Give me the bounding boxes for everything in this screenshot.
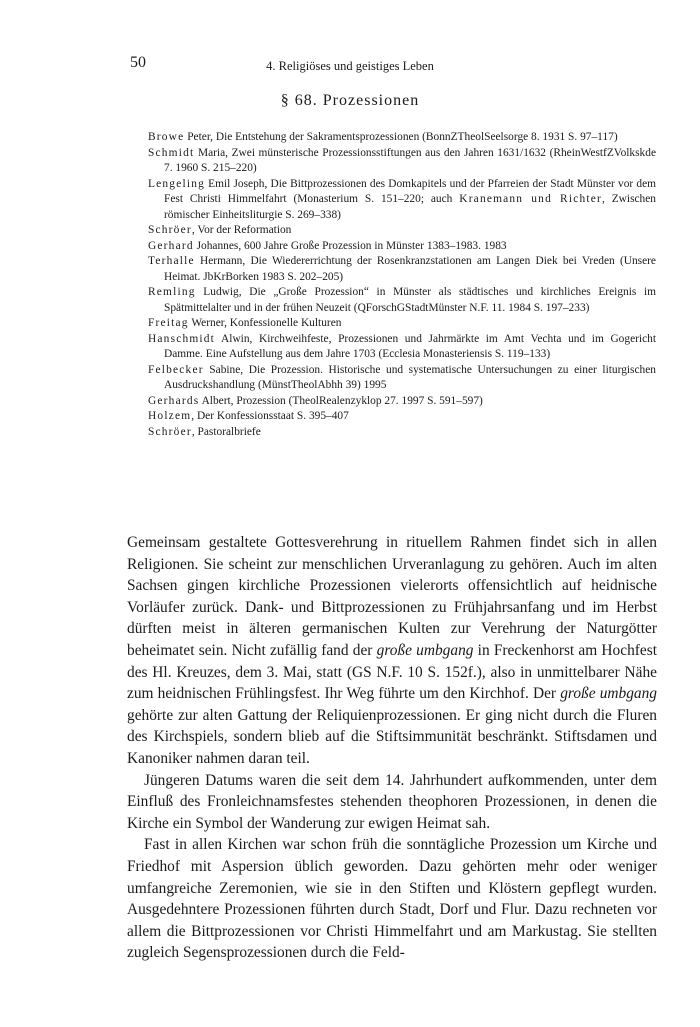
paragraph-text: gehörte zur alten Gattung der Reliquienprozessionen. Er ging nicht durch die Fluren des Kirchspiels, sondern blieb auf die Stiftsimmunität beschränkt. Stiftsdamen und Kanoniker nahmen daran teil.	[127, 706, 657, 767]
bib-author: Browe	[148, 131, 185, 143]
emphasis-term: große umbgang	[560, 685, 657, 703]
bib-text: , Zwischen römischer Einheitsliturgie S. 269–338)	[164, 193, 656, 221]
bib-author: Felbecker	[148, 363, 204, 376]
bib-text: , Vor der Reformation	[191, 224, 292, 236]
bibliography-entry	[148, 285, 656, 316]
bibliography-entry	[148, 146, 656, 177]
bib-text: Emil Joseph, Die Bittprozessionen des Domkapitels und der Pfarreien der Stadt Münster vor dem Fest Christi Himmelfahrt (Monasterium S. 151–220; auch	[164, 177, 656, 205]
bib-text: Peter, Die Entstehung der Sakramentsprozessionen (BonnZTheolSeelsorge 8. 1931 S. 97–117)	[184, 131, 618, 143]
bib-text: Albert, Prozession (TheolRealenzyklop 27. 1997 S. 591–597)	[199, 394, 483, 407]
bib-author: Lengeling	[148, 177, 205, 190]
bibliography-entry	[148, 363, 656, 394]
bibliography-entry	[148, 316, 656, 332]
bib-author: Gerhard	[148, 239, 194, 252]
bib-text: Werner, Konfessionelle Kulturen	[188, 317, 342, 329]
bib-text: Alwin, Kirchweihfeste, Prozessionen und Jahrmärkte im Amt Vechta und im Gogericht Damme. Eine Aufstellung aus dem Jahre 1703 (Ecclesia Monasteriensis S. 119–133)	[164, 332, 656, 360]
bibliography	[148, 130, 656, 440]
body-text	[127, 532, 657, 964]
bib-text: Johannes, 600 Jahre Große Prozession in Münster 1383–1983. 1983	[193, 239, 507, 252]
emphasis-term: große umbgang	[376, 641, 474, 659]
bib-text: Ludwig, Die „Große Prozession“ in Münster als städtisches und kirchliches Ereignis im Spätmittelalter und in der frühen Neuzeit (QForschGStadtMünster N.F. 11. 1984 S. 197–233)	[164, 286, 656, 314]
bibliography-entry	[148, 254, 656, 285]
bib-text: Sabine, Die Prozession. Historische und systematische Untersuchungen zu einer liturgischen Ausdruckshandlung (MünstTheolAbhh 39) 1995	[164, 363, 656, 391]
bibliography-entry	[148, 409, 656, 425]
paragraph	[127, 532, 657, 770]
bib-author: Gerhards	[148, 394, 200, 407]
bibliography-entry	[148, 394, 656, 410]
page-number: 50	[130, 54, 146, 71]
bibliography-entry	[148, 130, 656, 146]
paragraph: Fast in allen Kirchen war schon früh die sonntägliche Prozession um Kirche und Friedhof mit Aspersion üblich geworden. Dazu gehörten mehr oder weniger umfangreiche Zeremonien, wie sie in den Stiften und Klöstern gepflegt wurden. Ausgedehntere Prozessionen führten durch Stadt, Dorf und Flur. Dazu rechneten vor allem die Bittprozessionen vor Christi Himmelfahrt und am Markustag. Sie stellten zugleich Segensprozessionen durch die Feld-	[127, 836, 657, 962]
section-title: § 68. Prozessionen	[280, 92, 420, 109]
bib-author: Kranemann und Richter	[459, 193, 602, 205]
bib-author: Hanschmidt	[148, 332, 216, 345]
bibliography-entry	[148, 425, 656, 441]
bib-author: Freitag	[148, 317, 189, 329]
bib-text: Maria, Zwei münsterische Prozessionsstiftungen aus den Jahren 1631/1632 (RheinWestfZVolkskde 7. 1960 S. 215–220)	[164, 146, 656, 174]
bib-author: Schröer	[148, 425, 192, 438]
running-head: 4. Religiöses und geistiges Leben	[266, 59, 434, 73]
bib-text: , Der Konfessionsstaat S. 395–407	[191, 410, 349, 422]
bib-text: , Pastoralbriefe	[191, 425, 261, 438]
bib-author: Holzem	[148, 410, 192, 422]
paragraph-text: Gemeinsam gestaltete Gottesverehrung in rituellem Rahmen findet sich in allen Religionen. Sie scheint zur menschlichen Urveranlagung zu gehören. Auch im alten Sachsen gingen kirchliche Prozessionen vielerorts offensichtlich auf heidnische Vorläufer zurück. Dank- und Bittprozessionen zu Frühjahrsanfang und im Herbst dürften meist in älteren germanischen Kulten zur Verehrung der Naturgötter beheimatet sein. Nicht zufällig fand der	[127, 534, 657, 659]
bib-author: Terhalle	[148, 255, 195, 267]
bibliography-entry	[148, 177, 656, 224]
bib-author: Schröer	[148, 224, 192, 236]
paragraph-text: in Freckenhorst am Hochfest des Hl. Kreuzes, dem 3. Mai, statt (GS N.F. 10 S. 152f.), also in unmittelbarer Nähe zum heidnischen Frühlingsfest. Ihr Weg führte um den Kirchhof. Der	[127, 641, 657, 703]
bibliography-entry	[148, 239, 656, 255]
paragraph: Jüngeren Datums waren die seit dem 14. Jahrhundert aufkommenden, unter dem Einfluß des Fronleichnamsfestes stehenden theophoren Prozessionen, in denen die Kirche ein Symbol der Wanderung zur ewigen Heimat sah.	[127, 771, 657, 832]
bib-author: Remling	[148, 286, 196, 298]
bibliography-entry	[148, 332, 656, 363]
bib-author: Schmidt	[148, 146, 195, 159]
bib-text: Hermann, Die Wiedererrichtung der Rosenkranzstationen am Langen Diek bei Vreden (Unsere Heimat. JbKrBorken 1983 S. 202–205)	[164, 255, 656, 283]
bibliography-entry	[148, 223, 656, 239]
